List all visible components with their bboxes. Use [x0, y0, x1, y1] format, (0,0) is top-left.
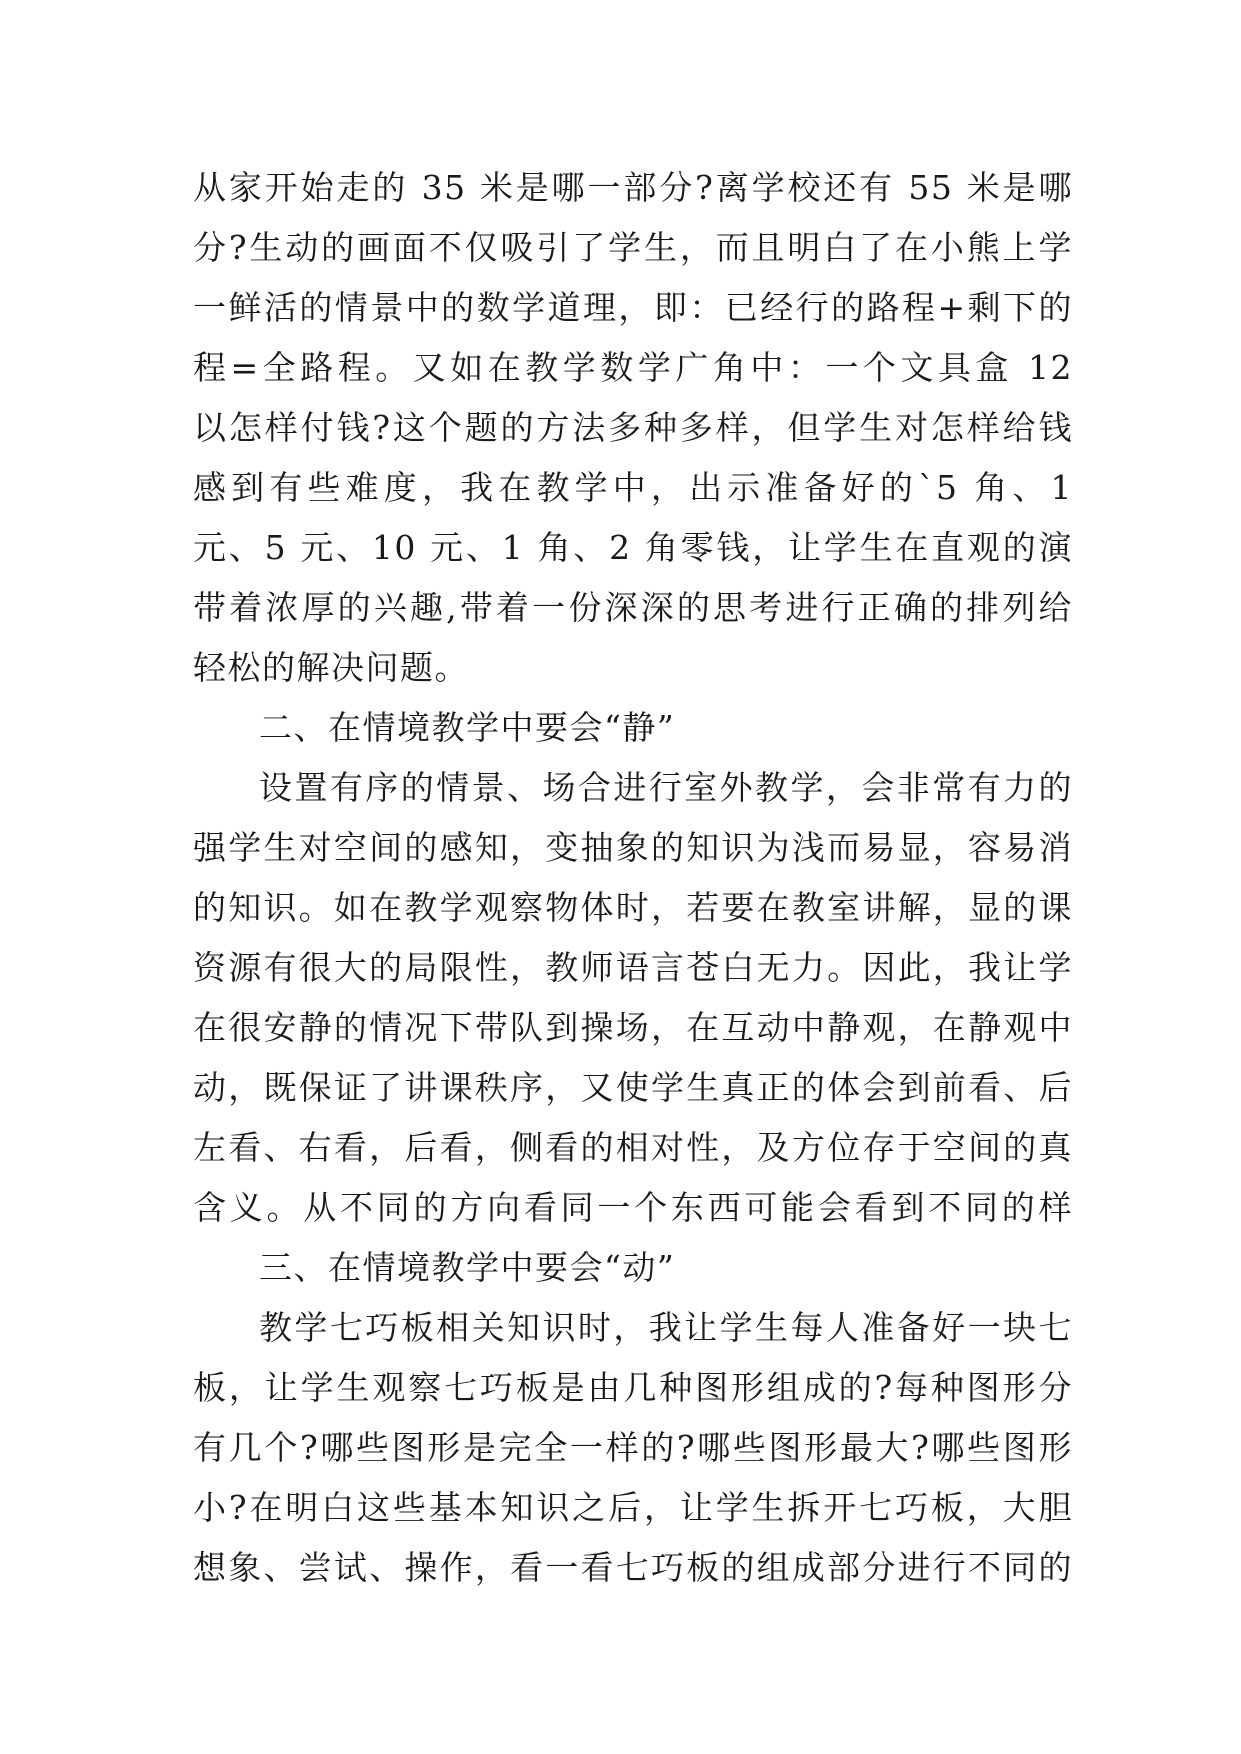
paragraph-line: 动，既保证了讲课秩序，又使学生真正的体会到前看、后 — [193, 1068, 1073, 1107]
paragraph-line: 感到有些难度，我在教学中，出示准备好的`5 角、1 — [193, 468, 1073, 507]
paragraph-line: 轻松的解决问题。 — [193, 648, 469, 687]
paragraph-line: 小?在明白这些基本知识之后，让学生拆开七巧板，大胆 — [193, 1488, 1073, 1527]
paragraph-line: 教学七巧板相关知识时，我让学生每人准备好一块七 — [259, 1308, 1073, 1347]
paragraph-line: 的知识。如在教学观察物体时，若要在教室讲解，显的课 — [193, 888, 1073, 927]
paragraph-line: 含义。从不同的方向看同一个东西可能会看到不同的样 — [193, 1188, 1073, 1227]
paragraph-line: 板，让学生观察七巧板是由几种图形组成的?每种图形分 — [193, 1368, 1073, 1407]
paragraph-line: 设置有序的情景、场合进行室外教学，会非常有力的 — [259, 768, 1073, 807]
paragraph-line: 分?生动的画面不仅吸引了学生，而且明白了在小熊上学 — [193, 228, 1073, 267]
paragraph-line: 元、5 元、10 元、1 角、2 角零钱，让学生在直观的演 — [193, 528, 1073, 567]
paragraph-line: 强学生对空间的感知，变抽象的知识为浅而易显，容易消 — [193, 828, 1073, 867]
paragraph-line: 左看、右看，后看，侧看的相对性，及方位存于空间的真 — [193, 1128, 1073, 1167]
section-heading: 二、在情境教学中要会“静” — [259, 708, 676, 747]
paragraph-line: 在很安静的情况下带队到操场，在互动中静观，在静观中 — [193, 1008, 1073, 1047]
body-text — [193, 158, 1073, 1598]
paragraph-line: 有几个?哪些图形是完全一样的?哪些图形最大?哪些图形 — [193, 1428, 1073, 1467]
section-heading: 三、在情境教学中要会“动” — [259, 1248, 676, 1287]
paragraph-line: 程=全路程。又如在教学数学广角中：一个文具盒 12 — [193, 348, 1073, 387]
paragraph-line: 以怎样付钱?这个题的方法多种多样，但学生对怎样给钱 — [193, 408, 1073, 447]
paragraph-line: 想象、尝试、操作，看一看七巧板的组成部分进行不同的 — [193, 1548, 1073, 1587]
paragraph-line: 一鲜活的情景中的数学道理，即：已经行的路程+剩下的 — [193, 288, 1073, 327]
paragraph-line: 资源有很大的局限性，教师语言苍白无力。因此，我让学 — [193, 948, 1073, 987]
paragraph-line: 从家开始走的 35 米是哪一部分?离学校还有 55 米是哪 — [193, 168, 1073, 207]
paragraph-line: 带着浓厚的兴趣,带着一份深深的思考进行正确的排列给 — [193, 588, 1073, 627]
